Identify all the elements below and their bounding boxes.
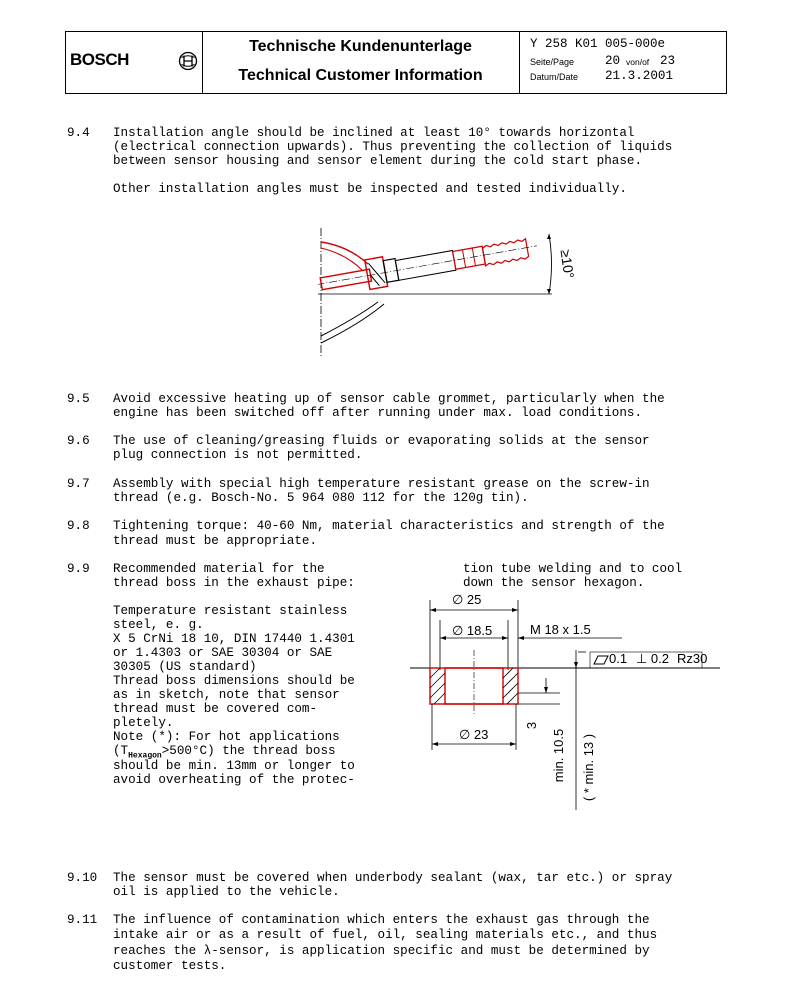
sensor-installation-drawing bbox=[318, 228, 568, 356]
brand-name: BOSCH bbox=[70, 50, 129, 69]
paragraph-line: thread (e.g. Bosch-No. 5 964 080 112 for the 120g tin). bbox=[113, 491, 529, 505]
paragraph-line: Avoid excessive heating up of sensor cable grommet, particularly when the bbox=[113, 392, 665, 406]
page-total: 23 bbox=[660, 54, 676, 68]
paragraph-line: The sensor must be covered when underbody sealant (wax, tar etc.) or spray bbox=[113, 871, 673, 885]
roughness-rz: Rz30 bbox=[677, 651, 708, 666]
document-header bbox=[65, 31, 727, 94]
paragraph-line: thread boss in the exhaust pipe: bbox=[113, 576, 355, 590]
title-german: Technische Kundenunterlage bbox=[249, 38, 472, 55]
paragraph-line: (electrical connection upwards). Thus preventing the collection of liquids bbox=[113, 140, 673, 154]
dimension-d23: ∅ 23 bbox=[459, 727, 489, 742]
paragraph-line: Note (*): For hot applications bbox=[113, 730, 340, 744]
page-label: Seite/Page bbox=[530, 57, 575, 67]
temp-close: >500°C) the thread boss bbox=[161, 744, 336, 758]
paragraph-line: between sensor housing and sensor element during the cold start phase. bbox=[113, 154, 643, 168]
paragraph-line: engine has been switched off after running under max. load conditions. bbox=[113, 406, 643, 420]
paragraph-line: down the sensor hexagon. bbox=[463, 576, 645, 590]
paragraph-line: Recommended material for the bbox=[113, 562, 325, 576]
paragraph-line: Installation angle should be inclined at least 10° towards horizontal bbox=[113, 126, 635, 140]
document-date: 21.3.2001 bbox=[605, 69, 674, 83]
dimension-min-13: ( * min. 13 ) bbox=[581, 733, 597, 802]
paragraph-line: steel, e. g. bbox=[113, 618, 204, 632]
paragraph-line: as in sketch, note that sensor bbox=[113, 688, 340, 702]
section-number: 9.11 bbox=[67, 913, 98, 927]
paragraph-line: customer tests. bbox=[113, 959, 227, 973]
paragraph-line: X 5 CrNi 18 10, DIN 17440 1.4301 bbox=[113, 632, 355, 646]
bosch-armature-logo-icon bbox=[178, 51, 198, 71]
paragraph-line: pletely. bbox=[113, 716, 174, 730]
paragraph-line: The influence of contamination which enters the exhaust gas through the bbox=[113, 913, 650, 927]
paragraph-line: thread must be appropriate. bbox=[113, 534, 318, 548]
paragraph-line: tion tube welding and to cool bbox=[463, 562, 683, 576]
section-number: 9.10 bbox=[67, 871, 98, 885]
paragraph-note: Other installation angles must be inspected and tested individually. bbox=[113, 182, 627, 196]
paragraph-line: The use of cleaning/greasing fluids or evaporating solids at the sensor bbox=[113, 434, 650, 448]
page-separator: von/of bbox=[626, 57, 650, 67]
dimension-d25: ∅ 25 bbox=[452, 592, 482, 607]
paragraph-line: Temperature resistant stainless bbox=[113, 604, 348, 618]
dimension-min-10-5: min. 10.5 bbox=[551, 728, 567, 783]
temp-open: (T bbox=[113, 744, 129, 758]
tolerance-flatness: 0.1 bbox=[609, 651, 628, 666]
tolerance-perpendicularity: ⊥ 0.2 bbox=[636, 651, 670, 666]
paragraph-line: Thread boss dimensions should be bbox=[113, 674, 355, 688]
section-number: 9.5 bbox=[67, 392, 90, 406]
dimension-3: 3 bbox=[524, 721, 540, 730]
paragraph-line: or 1.4303 or SAE 30304 or SAE bbox=[113, 646, 333, 660]
title-cell bbox=[202, 32, 520, 93]
doc-meta-cell bbox=[519, 32, 726, 93]
paragraph-line: oil is applied to the vehicle. bbox=[113, 885, 340, 899]
section-number: 9.6 bbox=[67, 434, 90, 448]
paragraph-line: 30305 (US standard) bbox=[113, 660, 257, 674]
section-number: 9.4 bbox=[67, 126, 90, 140]
paragraph-line: Assembly with special high temperature resistant grease on the screw-in bbox=[113, 477, 650, 491]
section-number: 9.9 bbox=[67, 562, 90, 576]
title-english: Technical Customer Information bbox=[238, 67, 483, 84]
paragraph-line: should be min. 13mm or longer to bbox=[113, 759, 355, 773]
page-number: 20 bbox=[605, 54, 621, 68]
paragraph-line: avoid overheating of the protec- bbox=[113, 773, 355, 787]
paragraph-line: Tightening torque: 40-60 Nm, material characteristics and strength of the bbox=[113, 519, 665, 533]
temp-subscript: Hexagon bbox=[128, 751, 162, 761]
paragraph-line: intake air or as a result of fuel, oil, sealing materials etc., and thus bbox=[113, 928, 658, 942]
angle-label: ≥10° bbox=[557, 248, 578, 280]
section-number: 9.7 bbox=[67, 477, 90, 491]
paragraph-line: thread must be covered com- bbox=[113, 702, 318, 716]
paragraph-line: reaches the λ-sensor, is application specific and must be determined by bbox=[113, 944, 650, 958]
section-number: 9.8 bbox=[67, 519, 90, 533]
dimension-d18-5: ∅ 18.5 bbox=[452, 623, 493, 638]
document-id: Y 258 K01 005-000e bbox=[530, 37, 666, 51]
paragraph-line: plug connection is not permitted. bbox=[113, 448, 363, 462]
date-label: Datum/Date bbox=[530, 72, 579, 82]
brand-cell bbox=[66, 32, 203, 93]
dimension-thread: M 18 x 1.5 bbox=[530, 622, 591, 637]
